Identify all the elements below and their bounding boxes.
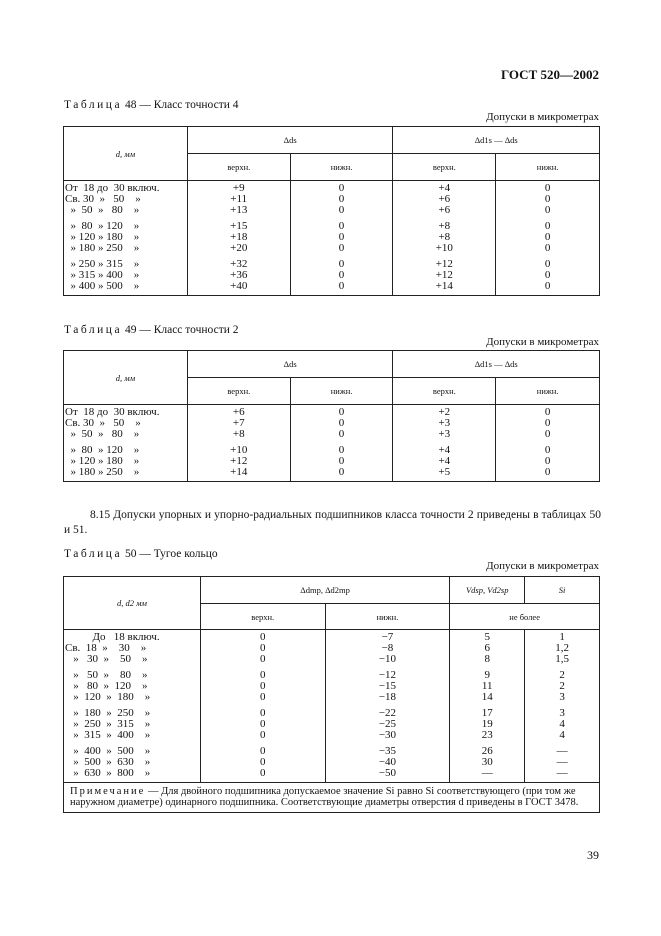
cell-value: 26	[481, 745, 493, 757]
cell-value: » 630 » 800 »	[65, 767, 151, 779]
cell-value: +6	[438, 193, 451, 205]
cell-value: 0	[259, 729, 266, 741]
cell-value: » 250 » 315 »	[65, 258, 140, 270]
cell-value: +2	[438, 406, 451, 418]
cell-value: » 80 » 120 »	[65, 680, 148, 692]
cell-value: 0	[544, 231, 551, 243]
upper-deviation-column	[187, 181, 290, 296]
cell-value: 14	[481, 691, 493, 703]
cell-value: » 180 » 250 »	[65, 242, 140, 254]
cell-value: » 80 » 120 »	[65, 444, 140, 456]
cell-value: 0	[338, 182, 345, 194]
cell-value: −50	[378, 767, 397, 779]
cell-value: 1,2	[555, 642, 569, 654]
cell-value: 0	[544, 182, 551, 194]
table-50	[63, 576, 600, 813]
range-column	[64, 630, 201, 783]
cell-value: +12	[435, 258, 453, 270]
cell-value: От 18 до 30 включ.	[65, 182, 160, 194]
cell-value: 0	[544, 242, 551, 254]
cell-value: До 18 включ.	[65, 631, 160, 643]
table-49-caption-prefix: Таблица	[64, 324, 123, 336]
cell-value: +14	[435, 280, 453, 292]
col-header-d-d2: d, d2 мм	[64, 577, 201, 630]
cell-value: +10	[435, 242, 453, 254]
cell-value: » 120 » 180 »	[65, 455, 140, 467]
col-header-delta-d1s: Δd1s — Δds	[393, 127, 600, 154]
cell-value: +10	[230, 444, 248, 456]
page-number: 39	[587, 848, 599, 862]
cell-value: 0	[338, 193, 345, 205]
cell-value: —	[481, 767, 493, 779]
cell-value: +12	[230, 455, 248, 467]
cell-value: Св. 30 » 50 »	[65, 193, 141, 205]
table-48-body	[64, 181, 600, 296]
cell-value: 0	[259, 653, 266, 665]
cell-value: » 315 » 400 »	[65, 269, 140, 281]
document-header: ГОСТ 520—2002	[500, 67, 599, 82]
subheader-lower: нижн.	[325, 604, 450, 630]
lower-deviation-column	[290, 181, 393, 296]
cell-value: 0	[338, 455, 345, 467]
cell-value: −15	[378, 680, 397, 692]
cell-value: +3	[438, 428, 451, 440]
cell-value: 3	[559, 691, 565, 703]
table-50-caption-title: 50 — Тугое кольцо	[124, 548, 218, 560]
lower-deviation-column	[290, 405, 393, 482]
cell-value: Св. 18 » 30 »	[65, 642, 147, 654]
cell-value: 0	[338, 280, 345, 292]
subheader-upper: верхн.	[393, 154, 496, 181]
cell-value: −30	[378, 729, 397, 741]
col-header-vdsp: Vdsp, Vd2sp	[450, 577, 525, 604]
cell-value: 0	[338, 428, 345, 440]
table-49-body	[64, 405, 600, 482]
table-50-note	[64, 783, 600, 813]
cell-value: 5	[484, 631, 490, 643]
cell-value: +3	[438, 417, 451, 429]
subheader-upper: верхн.	[187, 154, 290, 181]
cell-value: 0	[338, 406, 345, 418]
cell-value: −40	[378, 756, 397, 768]
cell-value: 0	[259, 691, 266, 703]
cell-value: 3	[559, 707, 565, 719]
cell-value: » 180 » 250 »	[65, 466, 140, 478]
cell-value: 0	[338, 269, 345, 281]
cell-value: 17	[481, 707, 493, 719]
subheader-not-more: не более	[450, 604, 600, 630]
cell-value: 0	[544, 428, 551, 440]
cell-value: 0	[544, 220, 551, 232]
cell-value: » 400 » 500 »	[65, 745, 151, 757]
cell-value: » 120 » 180 »	[65, 691, 151, 703]
cell-value: 11	[481, 680, 493, 692]
cell-value: +13	[230, 204, 248, 216]
cell-value: 0	[338, 231, 345, 243]
cell-value: +11	[230, 193, 248, 205]
subheader-lower: нижн.	[496, 378, 600, 405]
cell-value: 2	[559, 669, 565, 681]
cell-value: 0	[544, 444, 551, 456]
cell-value: −7	[381, 631, 394, 643]
table-50-body	[64, 630, 600, 783]
cell-value: » 315 » 400 »	[65, 729, 151, 741]
col-header-delta-ds: Δds	[187, 351, 393, 378]
range-column	[64, 181, 188, 296]
lower-deviation-column	[325, 630, 450, 783]
cell-value: 0	[544, 406, 551, 418]
cell-value: » 400 » 500 »	[65, 280, 140, 292]
cell-value: +4	[438, 182, 451, 194]
cell-value: 0	[544, 204, 551, 216]
cell-value: —	[556, 767, 568, 779]
cell-value: » 30 » 50 »	[65, 653, 148, 665]
cell-value: +4	[438, 444, 451, 456]
cell-value: +12	[435, 269, 453, 281]
cell-value: +8	[232, 428, 245, 440]
cell-value: » 50 » 80 »	[65, 428, 140, 440]
subheader-upper: верхн.	[393, 378, 496, 405]
cell-value: 0	[338, 444, 345, 456]
cell-value: 0	[259, 718, 266, 730]
cell-value: +4	[438, 455, 451, 467]
cell-value: −8	[381, 642, 394, 654]
cell-value: +7	[232, 417, 245, 429]
cell-value: 0	[338, 242, 345, 254]
subheader-upper: верхн.	[200, 604, 325, 630]
cell-value: 0	[259, 707, 266, 719]
upper-deviation-column	[187, 405, 290, 482]
cell-value: 2	[559, 680, 565, 692]
cell-value: Св. 30 » 50 »	[65, 417, 141, 429]
cell-value: 1,5	[555, 653, 569, 665]
cell-value: » 120 » 180 »	[65, 231, 140, 243]
cell-value: 19	[481, 718, 493, 730]
cell-value: +36	[230, 269, 248, 281]
cell-value: +5	[438, 466, 451, 478]
cell-value: 0	[259, 767, 266, 779]
cell-value: 0	[544, 280, 551, 292]
cell-value: −22	[378, 707, 397, 719]
cell-value: 8	[484, 653, 490, 665]
table-48-caption	[64, 99, 239, 111]
cell-value: 23	[481, 729, 493, 741]
cell-value: 9	[484, 669, 490, 681]
cell-value: −12	[378, 669, 397, 681]
cell-value: +9	[232, 182, 245, 194]
upper-variation-column	[393, 181, 496, 296]
cell-value: 0	[544, 455, 551, 467]
table-50-caption	[64, 548, 218, 560]
table-50-units: Допуски в микрометрах	[486, 560, 599, 572]
cell-value: 1	[559, 631, 565, 643]
col-header-si: Si	[525, 577, 600, 604]
upper-variation-column	[393, 405, 496, 482]
cell-value: От 18 до 30 включ.	[65, 406, 160, 418]
table-49-units: Допуски в микрометрах	[486, 336, 599, 348]
subheader-lower: нижн.	[290, 154, 393, 181]
col-header-delta-d1s: Δd1s — Δds	[393, 351, 600, 378]
table-48	[63, 126, 600, 296]
cell-value: » 50 » 80 »	[65, 669, 148, 681]
upper-deviation-column	[200, 630, 325, 783]
cell-value: +6	[232, 406, 245, 418]
cell-value: 0	[259, 756, 266, 768]
col-header-delta-dmp: Δdmp, Δd2mp	[200, 577, 449, 604]
cell-value: 4	[559, 729, 565, 741]
cell-value: +18	[230, 231, 248, 243]
cell-value: 0	[338, 466, 345, 478]
cell-value: » 500 » 630 »	[65, 756, 151, 768]
cell-value: +8	[438, 220, 451, 232]
cell-value: +20	[230, 242, 248, 254]
cell-value: +6	[438, 204, 451, 216]
col-header-delta-ds: Δds	[187, 127, 393, 154]
table-49	[63, 350, 600, 482]
cell-value: » 80 » 120 »	[65, 220, 140, 232]
range-column	[64, 405, 188, 482]
cell-value: 0	[544, 466, 551, 478]
cell-value: 0	[259, 631, 266, 643]
cell-value: 0	[259, 669, 266, 681]
cell-value: 0	[338, 417, 345, 429]
cell-value: −25	[378, 718, 397, 730]
cell-value: » 250 » 315 »	[65, 718, 151, 730]
cell-value: —	[556, 756, 568, 768]
cell-value: 0	[544, 269, 551, 281]
cell-value: 0	[259, 642, 266, 654]
cell-value: » 50 » 80 »	[65, 204, 140, 216]
cell-value: +32	[230, 258, 248, 270]
cell-value: +15	[230, 220, 248, 232]
cell-value: 0	[544, 258, 551, 270]
cell-value: +40	[230, 280, 248, 292]
subheader-lower: нижн.	[290, 378, 393, 405]
cell-value: −10	[378, 653, 397, 665]
cell-value: 0	[338, 204, 345, 216]
table-48-caption-title: 48 — Класс точности 4	[124, 99, 239, 111]
col-header-d: d, мм	[64, 351, 188, 405]
cell-value: —	[556, 745, 568, 757]
cell-value: 0	[259, 680, 266, 692]
table-48-caption-prefix: Таблица	[64, 99, 123, 111]
table-50-caption-prefix: Таблица	[64, 548, 123, 560]
cell-value: » 180 » 250 »	[65, 707, 151, 719]
cell-value: −35	[378, 745, 397, 757]
vdsp-column	[450, 630, 525, 783]
si-column	[525, 630, 600, 783]
cell-value: 30	[481, 756, 493, 768]
cell-value: −18	[378, 691, 397, 703]
cell-value: +8	[438, 231, 451, 243]
cell-value: 6	[484, 642, 490, 654]
subheader-lower: нижн.	[496, 154, 600, 181]
paragraph-8-15: 8.15 Допуски упорных и упорно-радиальных подшипников класса точности 2 приведены в таблицах 50 и 51.	[64, 509, 601, 536]
table-48-units: Допуски в микрометрах	[486, 111, 599, 123]
cell-value: 0	[544, 417, 551, 429]
table-49-caption	[64, 324, 239, 336]
lower-variation-column	[496, 405, 600, 482]
note-label: Примечание	[70, 786, 146, 797]
note-text: — Для двойного подшипника допускаемое значение Si равно Si соответствующего (при том же наружном диаметре) одинарного подшипника. Соответствующие диаметры отверстия d приведены в ГОСТ 3478.	[70, 786, 579, 808]
subheader-upper: верхн.	[187, 378, 290, 405]
cell-value: 4	[559, 718, 565, 730]
cell-value: 0	[259, 745, 266, 757]
cell-value: 0	[544, 193, 551, 205]
table-49-caption-title: 49 — Класс точности 2	[124, 324, 239, 336]
cell-value: +14	[230, 466, 248, 478]
lower-variation-column	[496, 181, 600, 296]
col-header-d: d, мм	[64, 127, 188, 181]
cell-value: 0	[338, 220, 345, 232]
cell-value: 0	[338, 258, 345, 270]
